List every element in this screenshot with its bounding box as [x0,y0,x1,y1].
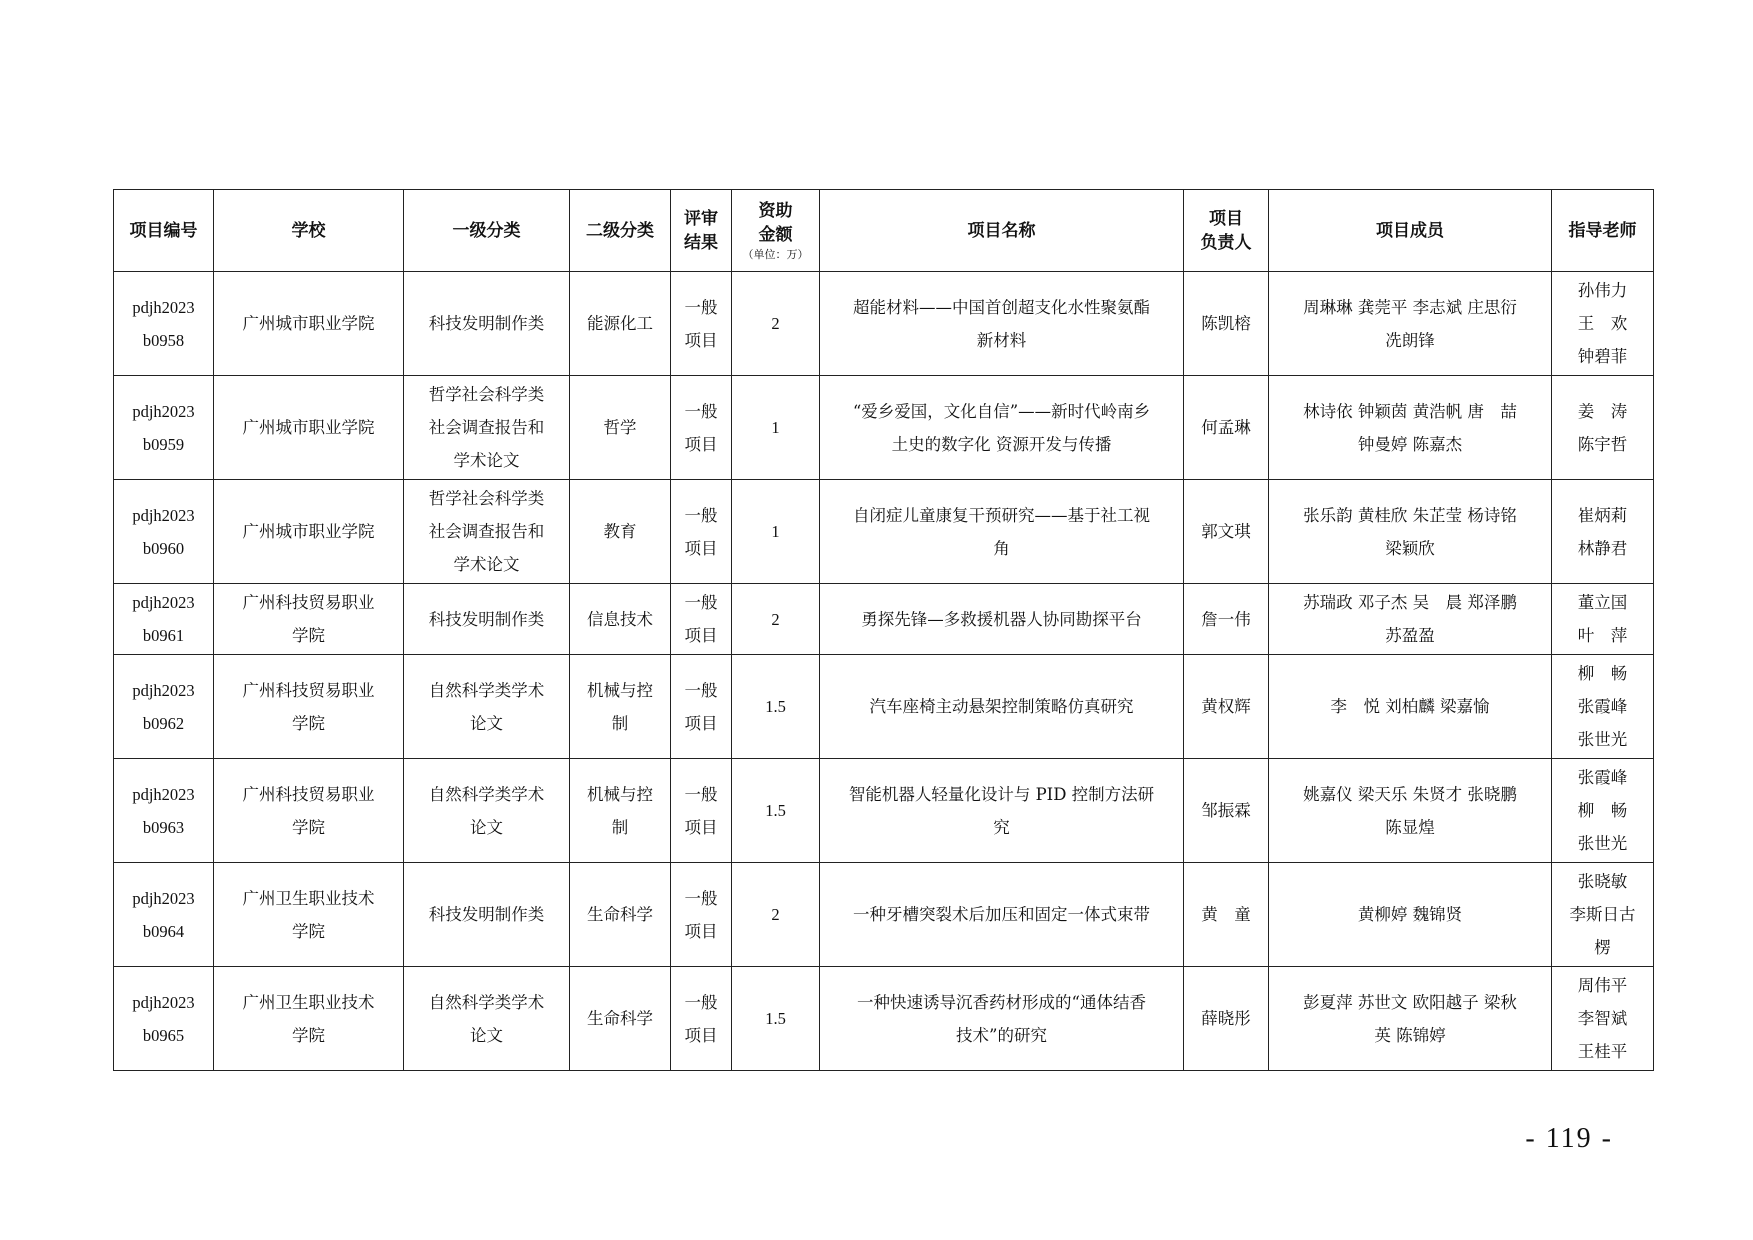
cell-members [1269,655,1552,759]
header-leader [1184,190,1269,272]
cell-advisors [1552,655,1654,759]
cell-amount [732,967,820,1071]
cell-leader-line: 黄权辉 [1201,697,1251,716]
cell-category-1 [404,759,570,863]
header-result-line2: 结果 [684,232,718,253]
cell-category-1-line: 科技发明制作类 [428,905,545,924]
header-leader-line2: 负责人 [1200,232,1252,253]
cell-category-1 [404,967,570,1071]
header-category-1: 一级分类 [404,190,570,272]
cell-project-name [820,376,1184,480]
cell-advisors-line: 楞 [1594,938,1611,957]
table-row [114,863,1654,967]
cell-leader [1184,863,1269,967]
cell-category-1 [404,272,570,376]
cell-category-1-line: 学术论文 [453,555,520,574]
cell-amount [732,759,820,863]
cell-advisors-line: 崔炳莉 [1577,505,1628,525]
cell-category-2-line: 制 [611,713,629,733]
table-row [114,584,1654,655]
cell-advisors-line: 王 欢 [1577,314,1628,333]
cell-advisors [1552,863,1654,967]
cell-project-name-line: 智能机器人轻量化设计与 PID 控制方法研 [848,784,1155,804]
cell-category-2-line: 能源化工 [587,314,653,333]
header-project-name: 项目名称 [820,190,1184,272]
cell-advisors-line: 张霞峰 [1577,768,1628,787]
cell-amount-line: 1.5 [765,1009,786,1028]
cell-school-line: 广州城市职业学院 [242,418,375,437]
cell-amount [732,376,820,480]
cell-amount-line: 2 [771,609,780,629]
cell-id-line: pdjh2023 [132,888,195,908]
cell-project-name-line: 自闭症儿童康复干预研究——基于社工视 [853,505,1150,525]
cell-category-2 [570,759,671,863]
cell-leader [1184,655,1269,759]
cell-result-line: 一般 [684,784,718,804]
cell-advisors-line: 姜 涛 [1577,401,1628,421]
cell-amount-line: 1.5 [765,801,786,820]
cell-category-1-line: 自然科学类学术 [428,680,545,700]
cell-id-line: b0959 [142,434,185,454]
cell-id-line: b0963 [142,817,185,837]
header-id: 项目编号 [114,190,214,272]
cell-advisors-line: 叶 萍 [1577,626,1628,645]
cell-project-name [820,967,1184,1071]
cell-leader [1184,967,1269,1071]
cell-members-line: 陈显煌 [1385,817,1435,837]
header-category-2: 二级分类 [570,190,671,272]
cell-leader-line: 詹一伟 [1201,609,1251,629]
cell-members [1269,584,1552,655]
cell-id-line: pdjh2023 [132,401,195,421]
cell-school [214,480,404,584]
cell-leader-line: 何孟琳 [1201,418,1251,437]
cell-school-line: 学院 [292,713,325,733]
header-amount-line1: 资助 [758,200,793,221]
cell-id [114,967,214,1071]
cell-category-1-line: 社会调查报告和 [428,418,545,437]
header-amount-line2: 金额 [758,224,793,245]
cell-id [114,480,214,584]
cell-members-line: 张乐韵 黄桂欣 朱芷莹 杨诗铭 [1303,505,1517,525]
cell-members-line: 林诗依 钟颖茵 黄浩帆 唐 喆 [1303,401,1517,421]
cell-school [214,584,404,655]
cell-members [1269,863,1552,967]
cell-school [214,967,404,1071]
cell-result-line: 项目 [684,921,718,941]
cell-advisors-line: 张晓敏 [1577,872,1628,891]
cell-id-line: b0961 [142,626,185,645]
cell-project-name-line: 勇探先锋—多救援机器人协同勘探平台 [861,609,1142,629]
cell-leader [1184,480,1269,584]
cell-leader [1184,376,1269,480]
cell-project-name-line: 一种快速诱导沉香药材形成的“通体结香 [857,992,1146,1012]
cell-id-line: pdjh2023 [132,992,195,1012]
cell-result-line: 项目 [684,538,718,558]
cell-advisors-line: 柳 畅 [1577,664,1628,683]
cell-leader [1184,759,1269,863]
header-amount-unit: （单位：万） [742,247,809,261]
cell-project-name-line: “爱乡爱国，文化自信”——新时代岭南乡 [852,401,1151,421]
cell-project-name [820,480,1184,584]
cell-result [671,480,732,584]
table-row [114,967,1654,1071]
cell-result-line: 一般 [684,992,718,1012]
cell-advisors [1552,967,1654,1071]
table-header-row [114,190,1654,272]
cell-amount-line: 1 [771,522,780,541]
cell-project-name-line: 技术”的研究 [956,1025,1047,1045]
cell-amount [732,655,820,759]
cell-members-line: 彭夏萍 苏世文 欧阳越子 梁秋 [1303,992,1517,1012]
cell-id [114,584,214,655]
cell-members-line: 黄柳婷 魏锦贤 [1357,905,1463,924]
cell-category-1-line: 社会调查报告和 [428,522,545,541]
cell-category-2-line: 生命科学 [587,905,653,924]
cell-id [114,376,214,480]
page-number: - 119 - [1525,1123,1613,1154]
cell-result-line: 一般 [684,401,718,421]
cell-members-line: 苏盈盈 [1385,626,1435,645]
header-school: 学校 [214,190,404,272]
cell-id [114,759,214,863]
cell-advisors-line: 张世光 [1577,834,1628,853]
cell-id [114,655,214,759]
cell-project-name [820,863,1184,967]
cell-project-name-line: 新材料 [976,330,1027,350]
cell-category-1-line: 自然科学类学术 [428,784,545,804]
cell-result [671,967,732,1071]
cell-amount [732,584,820,655]
cell-amount [732,272,820,376]
cell-advisors-line: 李斯日古 [1569,905,1636,924]
cell-leader-line: 陈凯榕 [1201,314,1251,333]
cell-category-2-line: 制 [611,817,629,837]
cell-category-2 [570,655,671,759]
cell-category-2 [570,967,671,1071]
header-advisors: 指导老师 [1552,190,1654,272]
cell-category-1-line: 学术论文 [453,451,520,470]
cell-school-line: 广州卫生职业技术 [242,992,375,1012]
cell-school-line: 广州科技贸易职业 [242,680,375,700]
cell-school-line: 广州城市职业学院 [242,314,375,333]
table-row [114,759,1654,863]
cell-school [214,272,404,376]
cell-amount-line: 2 [771,314,780,333]
cell-members [1269,272,1552,376]
cell-result [671,863,732,967]
cell-amount-line: 1.5 [765,697,786,716]
cell-id-line: pdjh2023 [132,680,195,700]
cell-advisors-line: 张霞峰 [1577,697,1628,716]
cell-result-line: 一般 [684,505,718,525]
table-row [114,655,1654,759]
cell-advisors-line: 周伟平 [1577,976,1628,995]
cell-category-1 [404,655,570,759]
cell-school-line: 学院 [292,921,325,941]
cell-members [1269,480,1552,584]
cell-result [671,584,732,655]
cell-category-1 [404,480,570,584]
cell-category-2 [570,272,671,376]
cell-category-2-line: 机械与控 [587,680,653,700]
cell-category-1-line: 论文 [470,817,503,837]
cell-id-line: pdjh2023 [132,505,195,525]
cell-advisors-line: 钟碧菲 [1577,347,1628,366]
cell-project-name-line: 一种牙槽突裂术后加压和固定一体式束带 [853,905,1150,924]
cell-id [114,863,214,967]
cell-category-2-line: 生命科学 [587,1009,653,1028]
cell-school-line: 学院 [292,626,325,645]
cell-result-line: 一般 [684,593,718,612]
cell-result-line: 一般 [684,297,718,317]
cell-category-2-line: 信息技术 [587,609,653,629]
cell-advisors [1552,759,1654,863]
cell-result [671,759,732,863]
cell-advisors-line: 张世光 [1577,730,1628,749]
cell-school [214,759,404,863]
cell-amount [732,480,820,584]
cell-project-name-line: 超能材料——中国首创超支化水性聚氨酯 [853,297,1150,317]
cell-project-name [820,655,1184,759]
cell-category-1-line: 论文 [470,713,503,733]
cell-category-2-line: 哲学 [603,418,637,437]
cell-category-2 [570,376,671,480]
cell-result-line: 项目 [684,817,718,837]
cell-members-line: 钟曼婷 陈嘉杰 [1357,434,1463,454]
cell-result-line: 项目 [684,1025,718,1045]
cell-result [671,376,732,480]
cell-advisors-line: 董立国 [1577,593,1628,612]
cell-advisors-line: 孙伟力 [1577,281,1628,300]
cell-category-1-line: 科技发明制作类 [428,609,545,629]
header-result [671,190,732,272]
cell-advisors-line: 王桂平 [1577,1042,1628,1061]
cell-project-name-line: 土史的数字化 资源开发与传播 [891,434,1112,454]
cell-school-line: 学院 [292,1025,325,1045]
cell-category-1 [404,863,570,967]
header-result-line1: 评审 [684,208,718,229]
cell-amount [732,863,820,967]
cell-members-line: 梁颖欣 [1385,538,1435,558]
cell-school-line: 广州科技贸易职业 [242,784,375,804]
cell-members [1269,967,1552,1071]
cell-project-name [820,272,1184,376]
cell-school-line: 广州城市职业学院 [242,522,375,541]
cell-category-1 [404,376,570,480]
table-row [114,272,1654,376]
cell-amount-line: 1 [771,418,780,437]
cell-result [671,655,732,759]
cell-advisors-line: 柳 畅 [1577,801,1628,820]
cell-leader-line: 黄 童 [1201,905,1251,924]
cell-leader [1184,272,1269,376]
cell-leader-line: 郭文琪 [1201,522,1251,541]
cell-school-line: 学院 [292,817,325,837]
cell-id-line: b0964 [142,921,185,941]
cell-id-line: pdjh2023 [132,784,195,804]
cell-amount-line: 2 [771,905,780,924]
cell-school-line: 广州科技贸易职业 [242,593,375,612]
cell-id-line: b0960 [142,538,185,558]
cell-advisors-line: 李智斌 [1577,1009,1628,1028]
cell-project-name [820,759,1184,863]
cell-members [1269,376,1552,480]
header-members: 项目成员 [1269,190,1552,272]
cell-id-line: b0965 [142,1025,185,1045]
cell-category-1-line: 论文 [470,1025,503,1045]
cell-id-line: pdjh2023 [132,297,195,317]
cell-advisors [1552,584,1654,655]
cell-result-line: 项目 [684,434,718,454]
cell-members [1269,759,1552,863]
cell-category-2 [570,863,671,967]
cell-result-line: 项目 [684,713,718,733]
cell-id [114,272,214,376]
table-row [114,376,1654,480]
cell-school [214,655,404,759]
cell-members-line: 苏瑞政 邓子杰 吴 晨 郑泽鹏 [1303,593,1517,612]
cell-advisors [1552,376,1654,480]
cell-project-name-line: 究 [993,817,1010,837]
cell-result-line: 项目 [684,330,718,350]
cell-members-line: 李 悦 刘柏麟 梁嘉愉 [1330,697,1490,716]
cell-members-line: 周琳琳 龚莞平 李志斌 庄思衍 [1303,297,1517,317]
cell-category-1-line: 哲学社会科学类 [428,489,545,508]
cell-leader-line: 薛晓彤 [1201,1009,1251,1028]
cell-school [214,376,404,480]
cell-advisors-line: 林静君 [1577,538,1628,558]
cell-category-2-line: 教育 [603,522,637,541]
cell-id-line: b0958 [142,330,185,350]
cell-category-1-line: 科技发明制作类 [428,314,545,333]
cell-members-line: 英 陈锦婷 [1374,1025,1446,1045]
cell-result-line: 项目 [684,626,718,645]
header-amount [732,190,820,272]
cell-project-name-line: 角 [993,538,1010,558]
cell-leader [1184,584,1269,655]
header-leader-line1: 项目 [1209,208,1243,229]
cell-id-line: pdjh2023 [132,593,195,612]
cell-school-line: 广州卫生职业技术 [242,888,375,908]
table-row [114,480,1654,584]
cell-result [671,272,732,376]
cell-leader-line: 邹振霖 [1201,801,1251,820]
cell-members-line: 冼朗锋 [1385,330,1435,350]
cell-id-line: b0962 [142,713,185,733]
cell-category-1 [404,584,570,655]
cell-advisors [1552,480,1654,584]
cell-result-line: 一般 [684,680,718,700]
cell-category-2-line: 机械与控 [587,784,653,804]
cell-project-name [820,584,1184,655]
cell-advisors [1552,272,1654,376]
cell-category-2 [570,480,671,584]
cell-project-name-line: 汽车座椅主动悬架控制策略仿真研究 [869,697,1134,716]
cell-category-1-line: 自然科学类学术 [428,992,545,1012]
cell-school [214,863,404,967]
project-table [113,189,1654,1071]
cell-category-1-line: 哲学社会科学类 [428,385,545,404]
cell-result-line: 一般 [684,888,718,908]
cell-advisors-line: 陈宇哲 [1577,434,1628,454]
cell-category-2 [570,584,671,655]
cell-members-line: 姚嘉仪 梁天乐 朱贤才 张晓鹏 [1303,784,1517,804]
